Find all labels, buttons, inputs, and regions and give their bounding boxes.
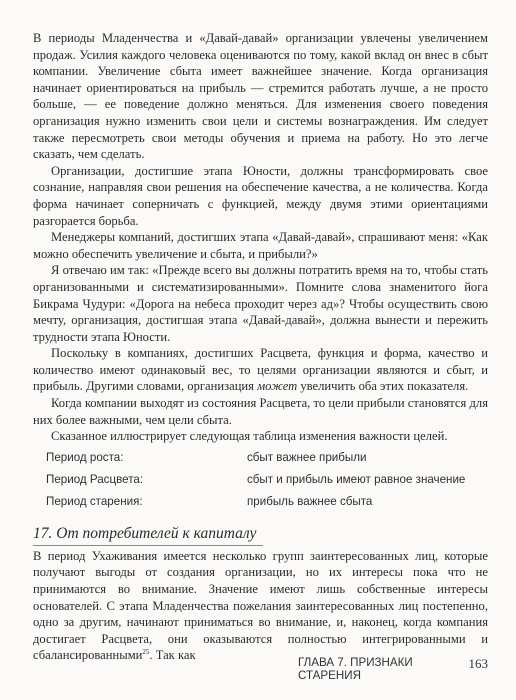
page-footer	[298, 656, 488, 682]
section-title: 17. От потребителей к капиталу	[33, 525, 263, 546]
paragraph-5-before: Поскольку в компаниях, достигших Расцвета, функция и форма, качество и количество имеют одинаковый вес, то целями организации являются и сбыт, и прибыль. Другими словами, организация	[33, 346, 488, 394]
table-cell-goal: прибыль важнее сбыта	[247, 494, 373, 508]
table-cell-goal: сбыт и прибыль имеют равное значение	[247, 472, 466, 486]
table-cell-period: Период Расцвета:	[46, 472, 144, 486]
paragraph-2: Организации, достигшие этапа Юности, должны трансформировать свое сознание, направляя свои решения на обеспечение качества, а не количества. Когда форма начинает соперничать с функцией, между двумя этими ориентациями разгорается борьба.	[33, 163, 488, 228]
goals-table	[46, 451, 467, 517]
section-text-tail: . Так как	[149, 648, 196, 663]
paragraph-1: В периоды Младенчества и «Давай-давай» организации увлечены увеличением продаж. Усилия каждого человека оцениваются по тому, какой вклад он внес в сбыт компании. Увеличение сбыта имеет важнейшее значение. Когда организация начинает ориентироваться на прибыль — стремится работать лучше, а не просто больше, — ее поведение должно меняться. Для изменения своего поведения организация нужно изменить свои цели и системы вознаграждения. Им следует также пересмотреть свои методы обучения и приема на работу. Но это легче сказать, чем сделать.	[33, 31, 488, 162]
page-number: 163	[468, 656, 488, 671]
running-footer-chapter: ГЛАВА 7. ПРИЗНАКИ СТАРЕНИЯ	[298, 656, 413, 682]
paragraph-5	[33, 345, 488, 395]
table-cell-period: Период старения:	[46, 494, 143, 508]
section-paragraph	[33, 548, 488, 664]
table-row	[46, 473, 467, 495]
table-row	[46, 451, 467, 473]
paragraph-5-after: увеличить оба этих показателя.	[297, 379, 469, 394]
paragraph-7: Сказанное иллюстрирует следующая таблица изменения важности целей.	[51, 429, 448, 444]
table-cell-goal: сбыт важнее прибыли	[247, 450, 367, 464]
paragraph-4: Я отвечаю им так: «Прежде всего вы должны потратить время на то, чтобы стать организованными и систематизированными». Помните слова знаменитого йога Бикрама Чудури: «Дорога на небеса проходит через ад»? Чтобы осуществить свою мечту, организация, достигшая этапа «Давай-давай», должна вынести и пережить трудности этапа Юности.	[33, 263, 488, 344]
section-text: В период Ухаживания имеется несколько групп заинтересованных лиц, которые получают выгоды от создания организации, но их интересы пока что не принимаются во внимание. Значение имеют лишь собственные интересы основателей. С этапа Младенчества пожелания заинтересованных лиц постепенно, одно за другим, начинают приниматься во внимание, и, наконец, когда компания достигает Расцвета, они оказываются полностью интегрированными и сбалансированными	[33, 548, 488, 663]
table-row	[46, 495, 467, 517]
paragraph-3: Менеджеры компаний, достигших этапа «Давай-давай», спрашивают меня: «Как можно обеспечить увеличение и сбыта, и прибыли?»	[33, 230, 488, 261]
footnote-marker: 25	[142, 648, 150, 657]
table-cell-period: Период роста:	[46, 450, 124, 464]
page-body	[33, 30, 488, 664]
paragraph-5-emphasis: может	[257, 379, 298, 394]
paragraph-6: Когда компании выходят из состояния Расцвета, то цели прибыли становятся для них более важными, чем цели сбыта.	[33, 396, 488, 427]
